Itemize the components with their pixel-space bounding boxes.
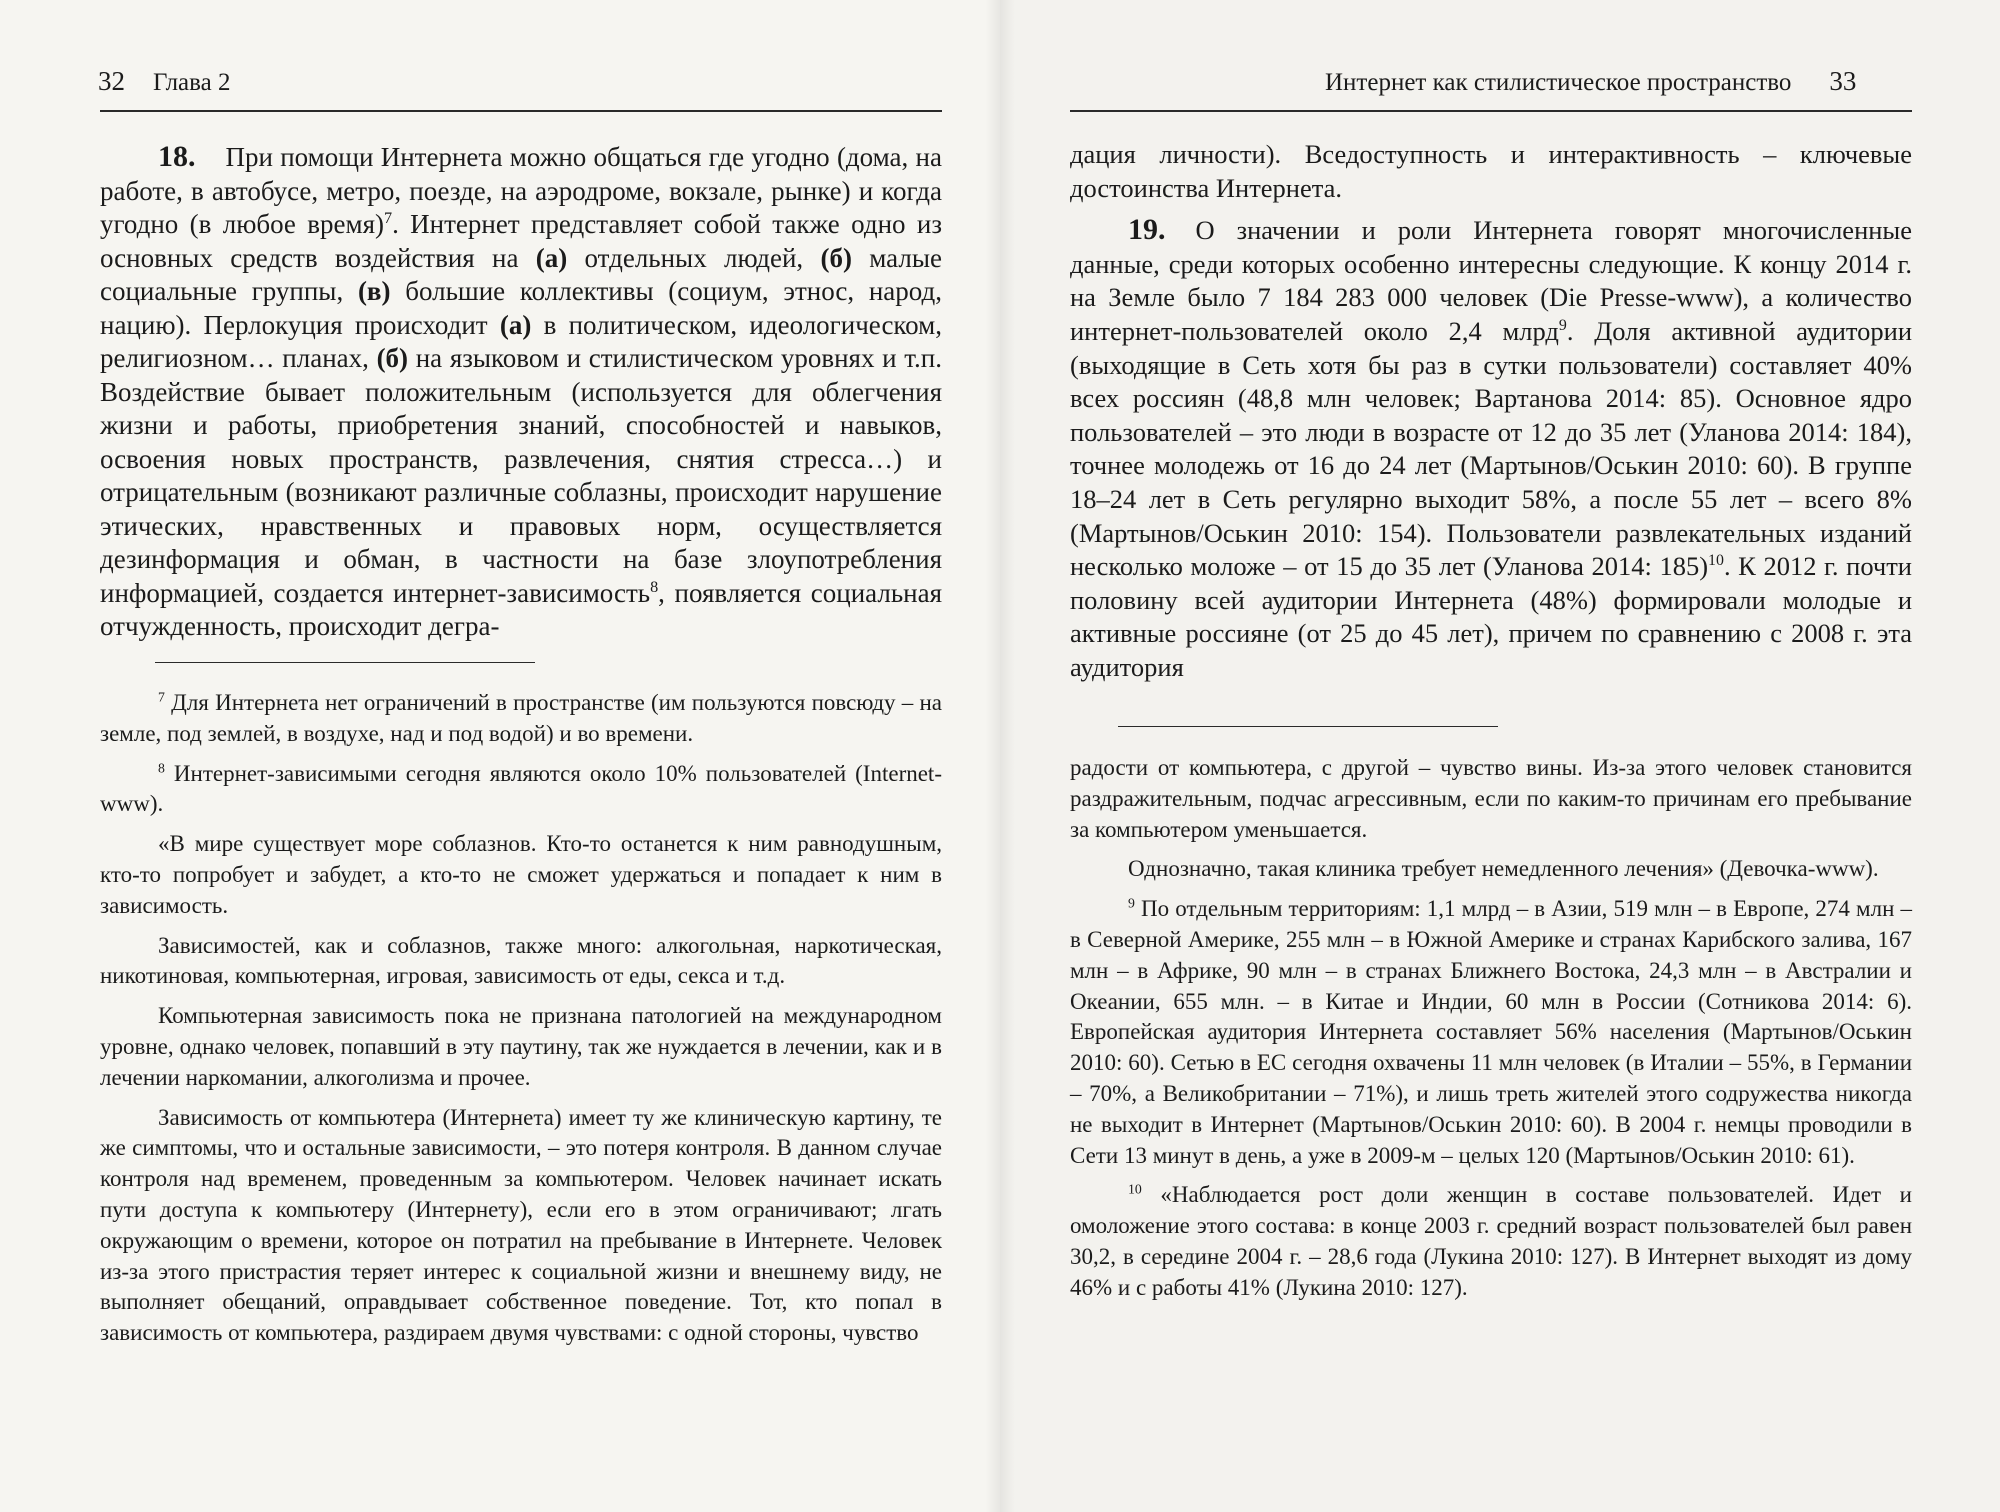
footnote-10-marker: 10 — [1128, 1181, 1142, 1197]
text-run: малые социальные группы, — [100, 242, 942, 306]
quote-continuation: радости от компьютера, с другой – чувство вины. Из-за этого человек становится раздражительным, подчас агрессивным, если по каким-то причинам его пребывание за компьютером уменьшается. — [1070, 755, 1912, 842]
footnote-text: Интернет-зависимыми сегодня являются около 10% пользователей (Internet-www). — [100, 760, 942, 817]
footnote-7-marker: 7 — [158, 689, 165, 705]
quote-paragraph: Компьютерная зависимость пока не признана патологией на международном уровне, однако человек, попавший в эту паутину, так же нуждается в лечении, как и в лечении наркомании, алкоголизма и прочее. — [100, 1003, 942, 1090]
left-footnotes — [100, 688, 942, 1358]
right-header-rule — [1070, 110, 1912, 112]
left-header-rule — [100, 110, 942, 112]
text-run: большие коллективы (социум, этнос, народ, нацию). Перлокуция происходит — [100, 276, 942, 340]
quote-paragraph: Зависимость от компьютера (Интернета) имеет ту же клиническую картину, те же симптомы, что и остальные зависимости, – это потеря контроля. В данном случае контроля над временем, проведенным за компьютером. Человек начинает искать пути доступа к компьютеру (Интернету), если его в этом ограничивают; лгать окружающим о времени, которое он потратил на пребывание в Интернете. Человек из-за этого пристрастия теряет интерес к социальной жизни и внешнему виду, не выполняет обещаний, оправдывает собственное поведение. Тот, кто попал в зависимость от компьютера, раздираем двумя чувствами: с одной стороны, чувство — [100, 1104, 942, 1346]
footnote-9-marker: 9 — [1128, 895, 1135, 911]
paragraph-continuation: дация личности). Вседоступность и интерактивность – ключевые достоинства Интернета. — [1070, 139, 1912, 203]
marker-a-second: (а) — [499, 309, 532, 340]
footnote-ref-10: 10 — [1708, 552, 1724, 570]
paragraph-18 — [100, 140, 942, 644]
chapter-title: Глава 2 — [153, 69, 231, 96]
text-run: в политическом, идеологическом, религиозном… планах, — [100, 309, 942, 373]
footnote-text: По отдельным территориям: 1,1 млрд – в Азии, 519 млн – в Европе, 274 млн – в Северной Америке, 255 млн – в Южной Америке и странах Карибского залива, 167 млн – в Африке, 90 млн – в странах Ближнего Востока, 24,3 млн – в Австралии и Океании, 655 млн. – в Китае и Индии, 60 млн в России (Сотникова 2014: 6). Европейская аудитория Интернета составляет 56% населения (Мартынов/Оськин 2010: 60). Сетью в ЕС сегодня охвачены 11 млн человек (в Италии – 55%, в Германии – 70%, а Великобритании – 71%), и лишь треть жителей этого содружества никогда не выходит в Интернет (Мартынов/Оськин 2010: 60). В 2004 г. немцы проводили в Сети 13 минут в день, а уже в 2009-м – целых 120 (Мартынов/Оськин 2010: 61). — [1070, 896, 1912, 1168]
left-page-number: 32 — [98, 66, 125, 96]
right-main-text — [1070, 138, 1912, 685]
text-run: О значении и роли Интернета говорят многочисленные данные, среди которых особенно интересны следующие. К концу 2014 г. на Земле было 7 184 283 000 человек (Die Presse-www), а количество интернет-пользователей около 2,4 млрд — [1070, 215, 1912, 346]
footnote-10 — [1070, 1180, 1912, 1303]
footnote-8-marker: 8 — [158, 759, 165, 775]
text-run: отдельных людей, — [567, 242, 821, 273]
right-footnotes — [1070, 753, 1912, 1313]
marker-b: (б) — [820, 242, 852, 273]
quote-paragraph: Однозначно, такая клиника требует немедленного лечения» (Девочка-www). — [1128, 856, 1879, 882]
quote-paragraph: Зависимостей, как и соблазнов, также много: алкогольная, наркотическая, никотиновая, компьютерная, игровая, зависимость от еды, секса и т.д. — [100, 932, 942, 989]
section-title: Интернет как стилистическое пространство — [1325, 69, 1792, 96]
text-run: . К 2012 г. почти половину всей аудитории Интернета (48%) формировали молодые и активные россияне (от 25 до 45 лет), причем по сравнению с 2008 г. эта аудитория — [1070, 551, 1912, 682]
right-page-number: 33 — [1829, 66, 1857, 96]
footnote-8 — [100, 759, 942, 821]
right-footnote-rule — [1118, 726, 1498, 727]
footnote-7 — [100, 688, 942, 750]
marker-b-second: (б) — [376, 343, 409, 373]
text-run: на языковом и стилистическом уровнях и т.п. Воздействие бывает положительным (используется для облегчения жизни и работы, приобретения знаний, способностей и навыков, освоения новых пространств, развлечения, снятия стресса…) и отрицательным (возникают различные соблазны, происходит нарушение этических, нравственных и правовых норм, осуществляется дезинформация и обман, в частности на базе злоупотребления информацией, создается интернет-зависимость — [100, 343, 942, 608]
footnote-ref-8: 8 — [650, 577, 659, 596]
left-footnote-rule — [155, 662, 535, 663]
footnote-9 — [1070, 894, 1912, 1171]
text-run: , появляется социальная отчужденность, происходит дегра- — [100, 577, 942, 641]
footnote-text: «Наблюдается рост доли женщин в составе пользователей. Идет и омоложение этого состава: в конце 2003 г. средний возраст пользователей был равен 30,2, в середине 2004 г. – 28,6 года (Лукина 2010: 127). В Интернет выходят из дому 46% и с работы 41% (Лукина 2010: 127). — [1070, 1182, 1912, 1300]
footnote-text: Для Интернета нет ограничений в пространстве (им пользуются повсюду – на земле, под землей, в воздухе, над и под водой) и во времени. — [100, 690, 942, 746]
right-running-head — [1325, 66, 1856, 98]
marker-v: (в) — [357, 276, 391, 306]
text-run: При помощи Интернета можно общаться где угодно (дома, на работе, в автобусе, метро, поезде, на аэродроме, вокзале, рынке) и когда угодно (в любое время) — [100, 142, 942, 239]
footnote-ref-7: 7 — [383, 209, 393, 227]
book-gutter — [985, 0, 1015, 1512]
section-number-19: 19. — [1128, 213, 1166, 247]
text-run: . Доля активной аудитории (выходящие в Сеть хотя бы раз в сутки пользователи) составляет 40% всех россиян (48,8 млн человек; Вартанова 2014: 85). Основное ядро пользователей – это люди в возрасте от 12 до 35 лет (Уланова 2014: 184), точнее молодежь от 16 до 24 лет (Мартынов/Оськин 2010: 60). В группе 18–24 лет в Сеть регулярно выходит 58%, а после 55 лет – всего 8% (Мартынов/Оськин 2010: 154). Пользователи развлекательных изданий несколько моложе – от 15 до 35 лет (Уланова 2014: 185) — [1070, 315, 1913, 582]
left-main-text — [100, 140, 942, 644]
marker-a: (а) — [535, 242, 568, 273]
paragraph-19 — [1070, 213, 1912, 684]
quote-paragraph: «В мире существует море соблазнов. Кто-то останется к ним равнодушным, кто-то попробует и забудет, а кто-то не сможет удержаться и попадает к ним в зависимость. — [100, 831, 942, 918]
left-running-head — [98, 66, 230, 98]
footnote-ref-9: 9 — [1558, 317, 1567, 335]
text-run: . Интернет представляет собой также одно из основных средств воздействия на — [100, 209, 942, 273]
section-number-18: 18. — [158, 140, 196, 173]
